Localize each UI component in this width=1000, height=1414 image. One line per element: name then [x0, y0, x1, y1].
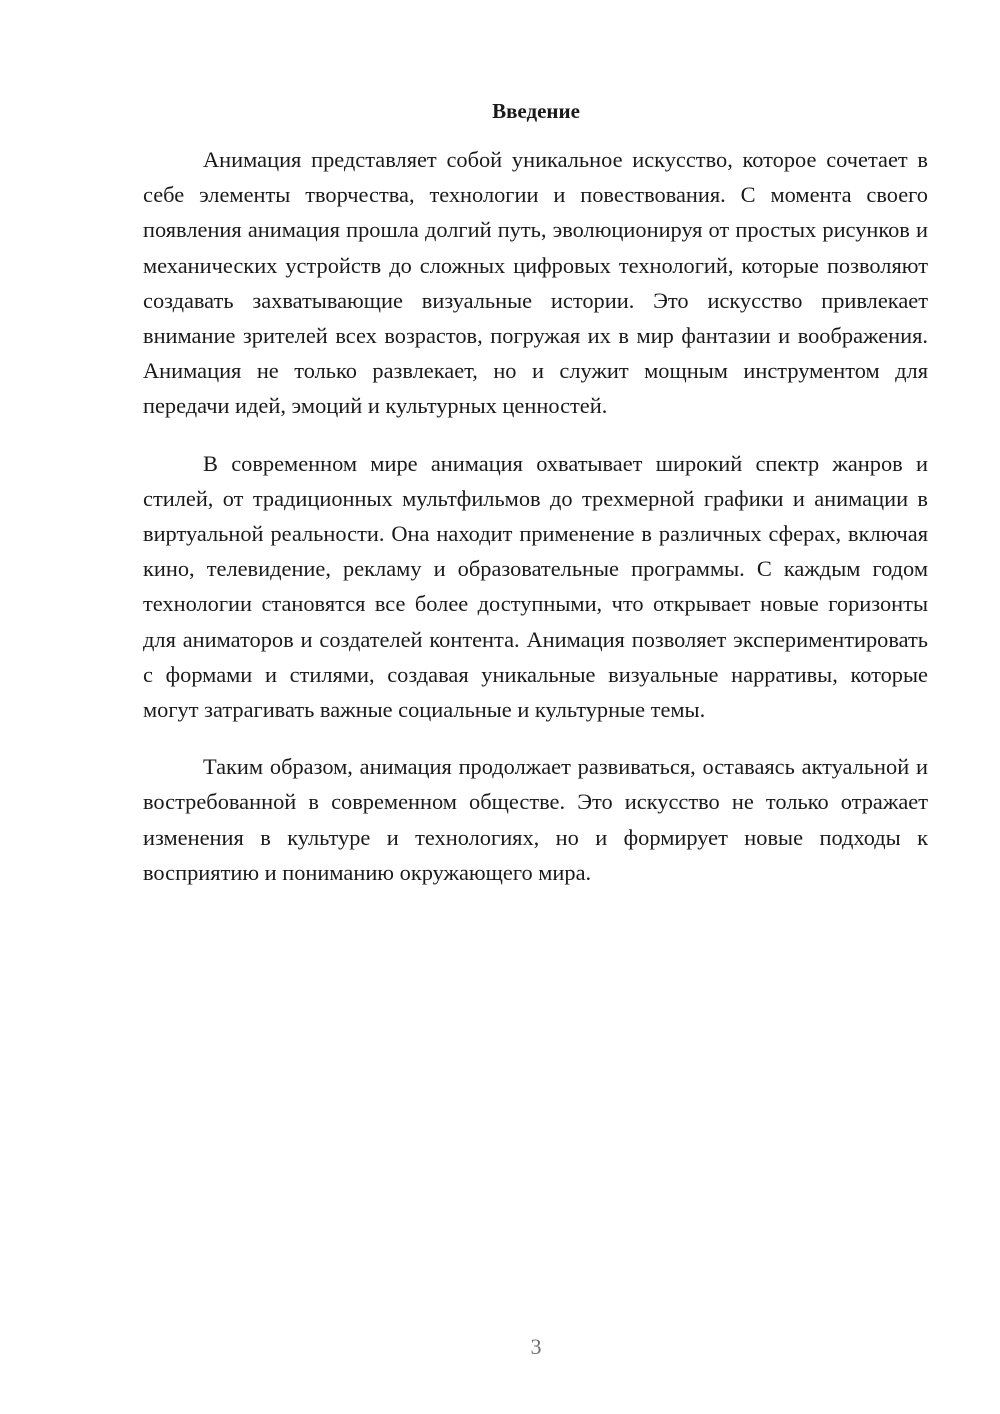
paragraph-3: Таким образом, анимация продолжает развиваться, оставаясь актуальной и востребованной в современном обществе. Это искусство не только отражает изменения в культуре и технологиях, но и формирует новые подходы к восприятию и пониманию окружающего мира.	[143, 754, 928, 885]
paragraph-1: Анимация представляет собой уникальное искусство, которое сочетает в себе элементы творчества, технологии и повествования. С момента своего появления анимация прошла долгий путь, эволюционируя от простых рисунков и механических устройств до сложных цифровых технологий, которые позволяют создавать захватывающие визуальные истории. Это искусство привлекает внимание зрителей всех возрастов, погружая их в мир фантазии и воображения. Анимация не только развлекает, но и служит мощным инструментом для передачи идей, эмоций и культурных ценностей.	[143, 147, 928, 419]
paragraph-2: В современном мире анимация охватывает широкий спектр жанров и стилей, от традиционных мультфильмов до трехмерной графики и анимации в виртуальной реальности. Она находит применение в различных сферах, включая кино, телевидение, рекламу и образовательные программы. С каждым годом технологии становятся все более доступными, что открывает новые горизонты для аниматоров и создателей контента. Анимация позволяет экспериментировать с формами и стилями, создавая уникальные визуальные нарративы, которые могут затрагивать важные социальные и культурные темы.	[143, 450, 928, 723]
section-title: Введение	[492, 99, 580, 123]
document-body	[143, 142, 928, 912]
page-number: 3	[530, 1334, 542, 1359]
